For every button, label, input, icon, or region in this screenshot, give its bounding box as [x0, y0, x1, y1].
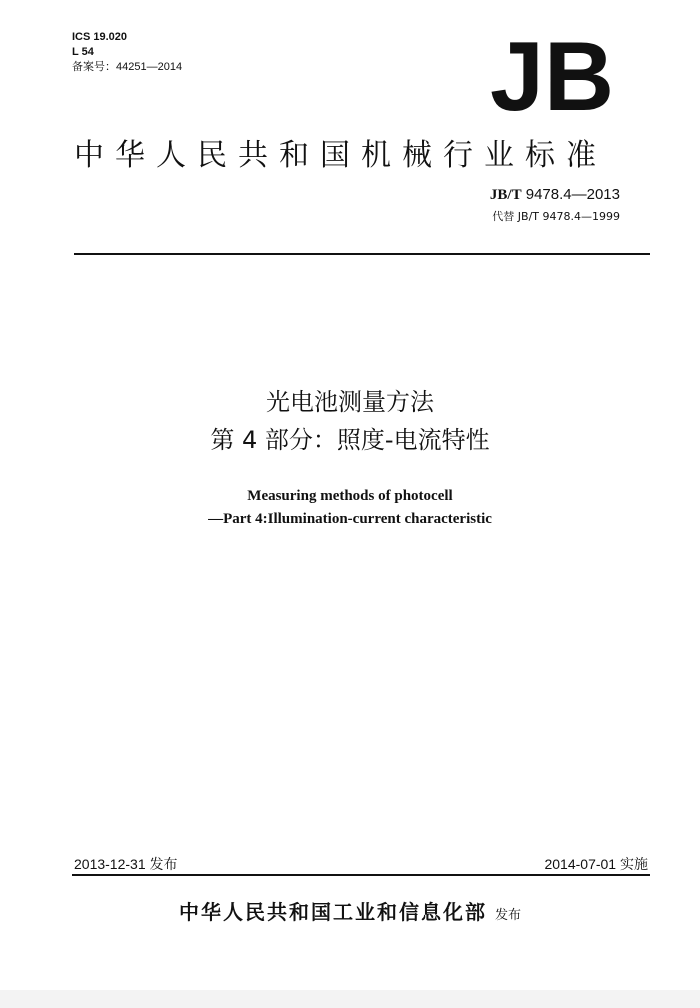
bottom-divider	[72, 874, 650, 876]
page-bottom-edge	[0, 990, 700, 1008]
record-number: 备案号：44251—2014	[72, 61, 183, 73]
standard-code	[490, 186, 620, 204]
publisher-org: 中华人民共和国工业和信息化部	[178, 900, 487, 924]
jb-logo-text: JB	[490, 34, 614, 118]
chinese-title-line-1: 光电池测量方法	[266, 388, 434, 416]
publisher-line	[0, 896, 700, 925]
standard-code-prefix: JB/T	[489, 187, 522, 203]
standard-code-block	[490, 186, 620, 224]
top-divider	[74, 253, 650, 255]
classification-block	[72, 30, 182, 75]
english-title-line-2: —Part 4:Illumination-current characteristic	[208, 511, 492, 527]
standard-type-title: 中华人民共和国机械行业标准	[74, 138, 607, 173]
english-title-line-1: Measuring methods of photocell	[247, 488, 453, 504]
ccs-code: L 54	[72, 46, 94, 58]
chinese-title	[0, 383, 700, 459]
implement-date: 2014-07-01 实施	[544, 856, 648, 872]
chinese-title-line-2: 第 4 部分：照度-电流特性	[210, 426, 490, 454]
issue-date: 2013-12-31 发布	[74, 856, 178, 872]
ics-code: ICS 19.020	[72, 31, 128, 43]
replaces-code: 代替 JB/T 9478.4—1999	[492, 210, 620, 223]
jb-logo	[488, 34, 616, 118]
publish-label: 发布	[494, 908, 521, 923]
english-title	[0, 485, 700, 531]
standard-code-number: 9478.4—2013	[521, 186, 620, 203]
